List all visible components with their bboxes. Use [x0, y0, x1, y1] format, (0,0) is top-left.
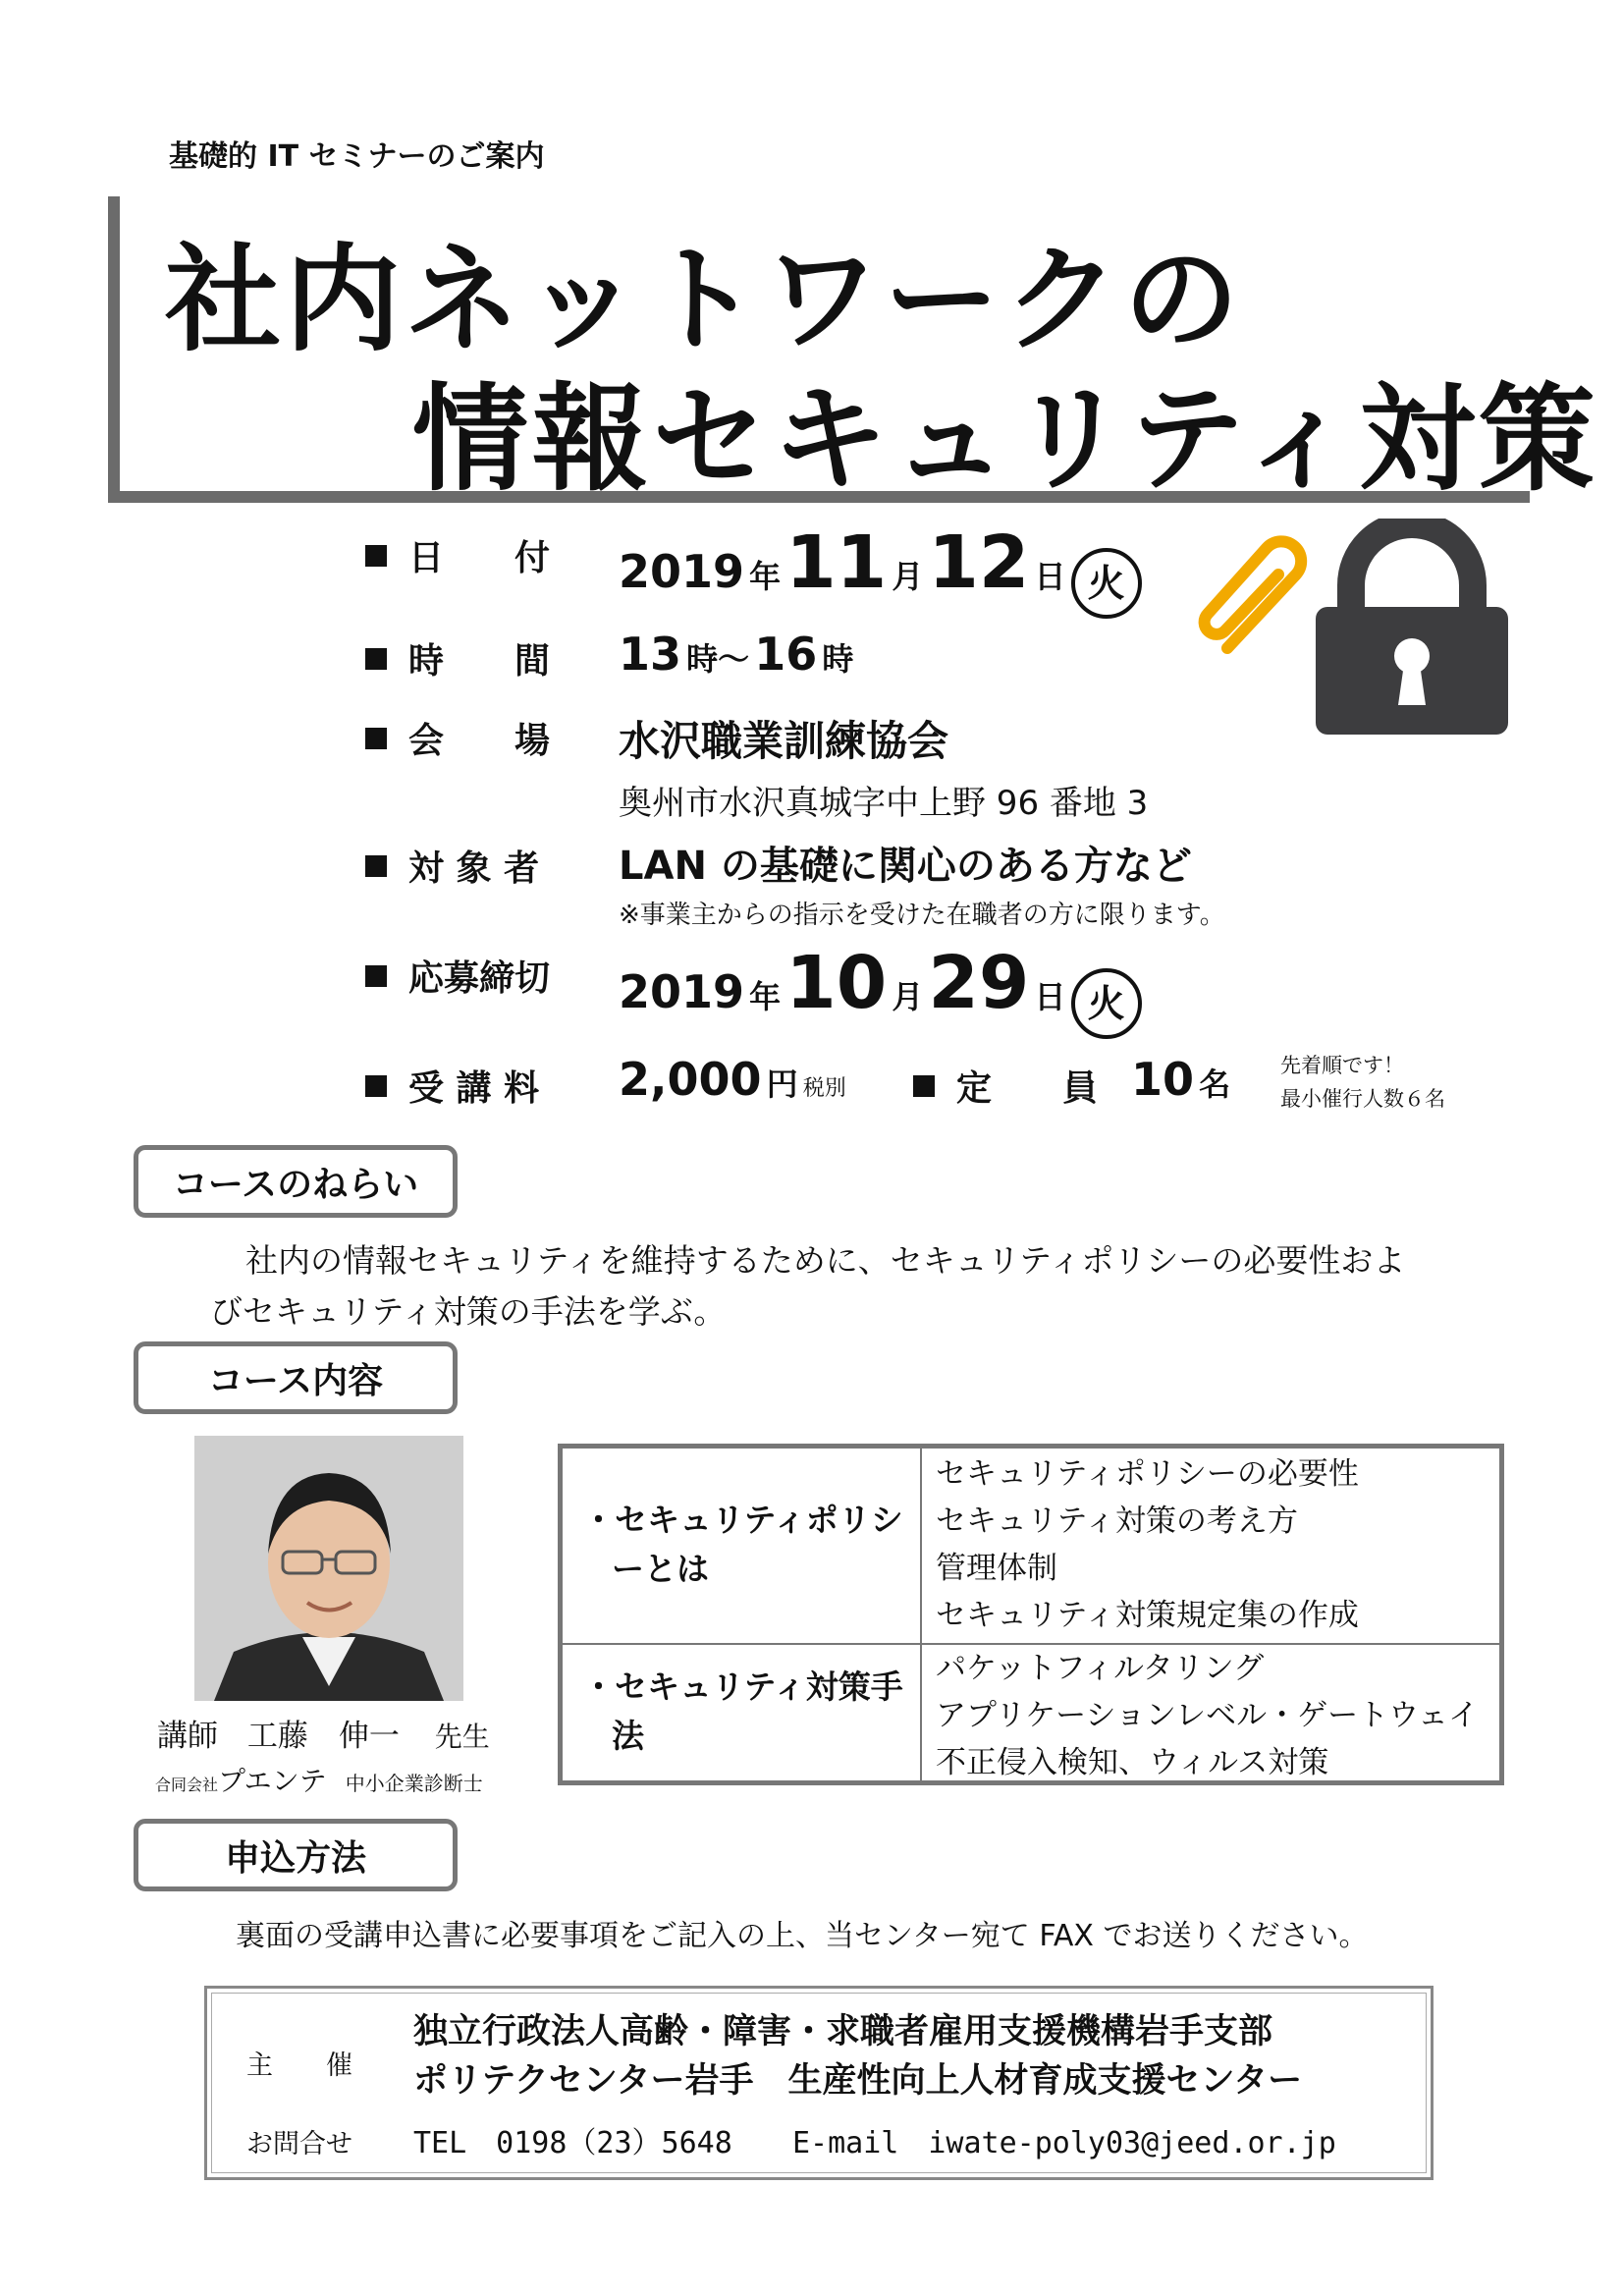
capacity-unit: 名 — [1199, 1066, 1231, 1103]
capacity-note-minimum: 最小催行人数６名 — [1280, 1087, 1445, 1111]
aim-text-line1: 社内の情報セキュリティを維持するために、セキュリティポリシーの必要性およ — [245, 1241, 1406, 1280]
table-row-items — [936, 1450, 1359, 1639]
list-item: セキュリティ対策規定集の作成 — [936, 1598, 1359, 1633]
instructor-name: 工藤 伸一 — [246, 1719, 400, 1754]
section-heading-apply: 申込方法 — [134, 1819, 458, 1891]
list-item: 不正侵入検知、ウィルス対策 — [936, 1745, 1329, 1780]
section-heading-aim: コースのねらい — [134, 1145, 458, 1218]
host-label: 主 催 — [246, 2050, 352, 2081]
venue-row — [365, 713, 1149, 823]
audience-value: LAN の基礎に関心のある方など — [619, 844, 1192, 889]
time-label: 時 間 — [408, 641, 551, 682]
list-item: セキュリティポリシーの必要性 — [936, 1456, 1359, 1492]
topic-line: ・セキュリティポリシ — [582, 1501, 903, 1539]
venue-name: 水沢職業訓練協会 — [619, 717, 949, 765]
bullet-square — [365, 545, 387, 567]
fee-label: 受 講 料 — [408, 1068, 540, 1109]
deadline-day: 29 — [928, 941, 1030, 1025]
deadline-month: 10 — [785, 941, 888, 1025]
capacity-value: 10 — [1131, 1053, 1195, 1106]
instructor-honorific: 先生 — [434, 1721, 490, 1753]
date-day-unit: 日 — [1034, 558, 1066, 595]
list-item: アプリケーションレベル・ゲートウェイ — [936, 1698, 1479, 1733]
table-row-topic — [582, 1496, 903, 1594]
time-start-unit: 時〜 — [686, 640, 750, 678]
time-row — [365, 628, 854, 692]
section-heading-content: コース内容 — [134, 1341, 458, 1414]
bullet-square — [365, 965, 387, 987]
page-title-line1: 社内ネットワークの — [165, 232, 1244, 367]
deadline-month-unit: 月 — [892, 978, 924, 1015]
date-month: 11 — [785, 520, 888, 605]
venue-address: 奥州市水沢真城字中上野 96 番地 3 — [619, 784, 1149, 823]
bullet-square — [913, 1075, 935, 1097]
fee-row — [365, 1053, 1504, 1120]
topic-line: ーとは — [612, 1550, 709, 1588]
date-label: 日 付 — [408, 538, 551, 578]
seminar-subtitle: 基礎的 IT セミナーのご案内 — [169, 139, 545, 174]
venue-label: 会 場 — [408, 721, 551, 761]
list-item: セキュリティ対策の考え方 — [936, 1503, 1298, 1539]
company-prefix: 合同会社 — [155, 1776, 219, 1794]
deadline-label: 応募締切 — [408, 958, 551, 999]
time-end-unit: 時 — [822, 640, 854, 678]
capacity-note-first-come: 先着順です！ — [1280, 1054, 1404, 1077]
audience-label: 対 象 者 — [408, 848, 540, 889]
host-line2: ポリテクセンター岩手 生産性向上人材育成支援センター — [413, 2061, 1303, 2101]
padlock-icon — [1304, 519, 1520, 744]
deadline-day-unit: 日 — [1034, 978, 1066, 1015]
date-day: 12 — [928, 520, 1030, 605]
course-content-table — [558, 1444, 1504, 1785]
fee-amount: 2,000 — [619, 1053, 762, 1106]
topic-line: 法 — [612, 1717, 644, 1755]
bullet-square — [365, 1075, 387, 1097]
list-item: パケットフィルタリング — [936, 1651, 1265, 1686]
date-row — [365, 520, 1125, 605]
instructor-qualification: 中小企業診断士 — [345, 1772, 483, 1795]
time-start: 13 — [619, 628, 682, 681]
company-name: プエンテ — [218, 1765, 327, 1797]
deadline-year: 2019 — [619, 965, 745, 1018]
date-year-unit: 年 — [749, 558, 782, 595]
list-item: 管理体制 — [936, 1551, 1057, 1586]
deadline-weekday: 火 — [1071, 968, 1142, 1039]
deadline-row — [365, 941, 1125, 1025]
organizer-box — [204, 1986, 1434, 2180]
contact-label: お問合せ — [246, 2129, 352, 2159]
contact-email[interactable]: E-mail iwate-poly03@jeed.or.jp — [792, 2126, 1336, 2160]
table-row-items — [936, 1645, 1479, 1786]
instructor-photo — [194, 1436, 463, 1701]
table-divider-vertical — [920, 1449, 922, 1780]
time-end: 16 — [754, 628, 818, 681]
deadline-year-unit: 年 — [749, 978, 782, 1015]
fee-tax: 税別 — [802, 1076, 846, 1101]
audience-row — [365, 841, 1225, 930]
contact-tel: TEL 0198（23）5648 — [413, 2126, 732, 2160]
table-row-topic — [582, 1663, 903, 1761]
capacity-label: 定 員 — [956, 1068, 1099, 1109]
date-month-unit: 月 — [892, 558, 924, 595]
topic-line: ・セキュリティ対策手 — [582, 1667, 903, 1706]
bullet-square — [365, 648, 387, 670]
audience-note: ※事業主からの指示を受けた在職者の方に限ります。 — [619, 901, 1225, 930]
aim-text-line2: びセキュリティ対策の手法を学ぶ。 — [210, 1292, 727, 1331]
host-line1: 独立行政法人高齢・障害・求職者雇用支援機構岩手支部 — [413, 2012, 1273, 2051]
instructor-name-line — [157, 1711, 490, 1755]
date-weekday: 火 — [1071, 548, 1142, 619]
bullet-square — [365, 855, 387, 877]
fee-unit: 円 — [766, 1066, 798, 1103]
bullet-square — [365, 728, 387, 749]
instructor-affiliation — [155, 1760, 483, 1799]
apply-text: 裏面の受講申込書に必要事項をご記入の上、当センター宛て FAX でお送りください。 — [236, 1919, 1369, 1953]
date-year: 2019 — [619, 545, 745, 598]
instructor-title: 講師 — [157, 1719, 218, 1754]
page-title-line2: 情報セキュリティ対策 — [412, 371, 1599, 507]
